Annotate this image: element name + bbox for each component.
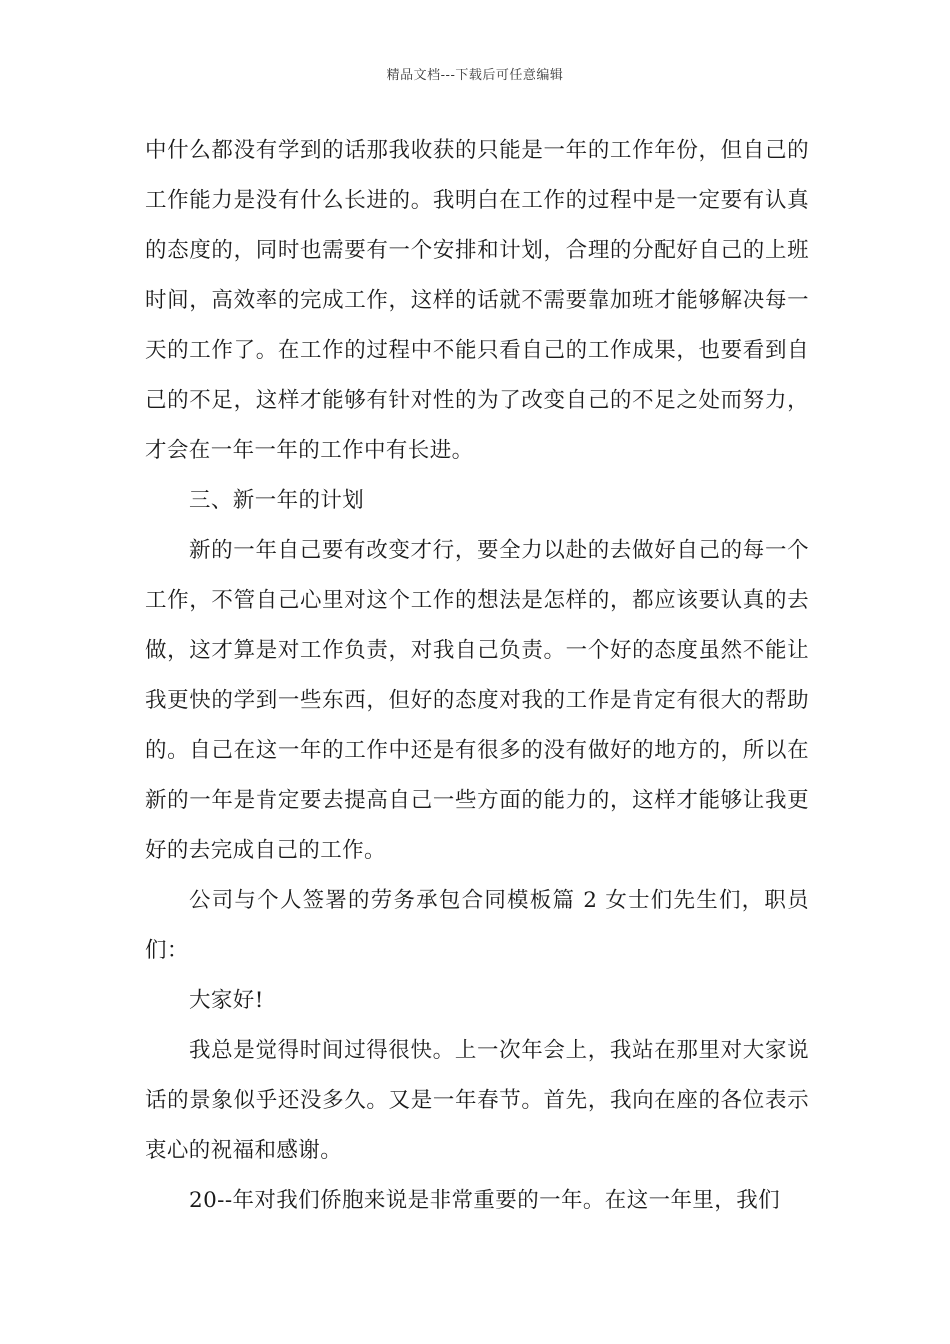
paragraph-new-year-plan: 新的一年自己要有改变才行，要全力以赴的去做好自己的每一个工作，不管自己心里对这个工作的想法是怎样的，都应该要认真的去做，这才算是对工作负责，对我自己负责。一个好的态度虽然不能让我更快的学到一些东西，但好的态度对我的工作是肯定有很大的帮助的。自己在这一年的工作中还是有很多的没有做好的地方的，所以在新的一年是肯定要去提高自己一些方面的能力的，这样才能够让我更好的去完成自己的工作。 <box>145 538 809 863</box>
section-heading: 三、新一年的计划 <box>189 488 365 513</box>
paragraph-time-flies: 我总是觉得时间过得很快。上一次年会上，我站在那里对大家说话的景象似乎还没多久。又是一年春节。首先，我向在座的各位表示衷心的祝福和感谢。 <box>145 1038 809 1163</box>
paragraph-greeting: 大家好! <box>189 988 264 1013</box>
paragraph-continuation: 中什么都没有学到的话那我收获的只能是一年的工作年份，但自己的工作能力是没有什么长进的。我明白在工作的过程中是一定要有认真的态度的，同时也需要有一个安排和计划，合理的分配好自己的上班时间，高效率的完成工作，这样的话就不需要靠加班才能够解决每一天的工作了。在工作的过程中不能只看自己的工作成果，也要看到自己的不足，这样才能够有针对性的为了改变自己的不足之处而努力，才会在一年一年的工作中有长进。 <box>145 138 809 463</box>
document-body <box>145 126 809 1226</box>
paragraph-year-importance: 20--年对我们侨胞来说是非常重要的一年。在这一年里，我们 <box>189 1188 780 1213</box>
page-header: 精品文档---下载后可任意编辑 <box>386 68 564 83</box>
paragraph-contract-title: 公司与个人签署的劳务承包合同模板篇 2 女士们先生们，职员们： <box>145 888 809 963</box>
